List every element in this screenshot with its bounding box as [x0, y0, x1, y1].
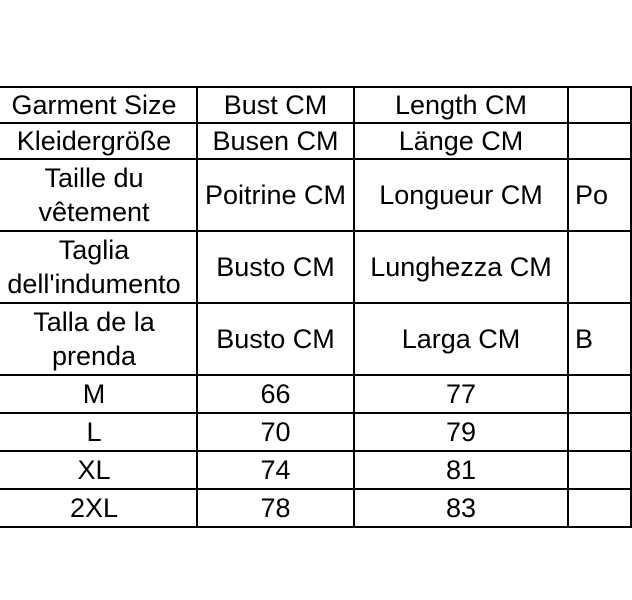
- header-cell: B: [568, 303, 631, 375]
- header-cell: [568, 123, 631, 159]
- header-cell: Larga CM: [354, 303, 568, 375]
- table-row: [0, 413, 631, 451]
- header-cell: Poitrine CM: [197, 159, 354, 231]
- header-cell: Garment Size: [0, 87, 197, 123]
- table-row: [0, 451, 631, 489]
- header-cell: Busto CM: [197, 231, 354, 303]
- header-row-italian: [0, 231, 631, 303]
- header-row-french: [0, 159, 631, 231]
- header-cell: Longueur CM: [354, 159, 568, 231]
- header-cell: Länge CM: [354, 123, 568, 159]
- header-cell: Lunghezza CM: [354, 231, 568, 303]
- table-row: [0, 375, 631, 413]
- header-cell: Busen CM: [197, 123, 354, 159]
- bust-cell: 74: [197, 451, 354, 489]
- bust-cell: 78: [197, 489, 354, 527]
- length-cell: 83: [354, 489, 568, 527]
- extra-cell: [568, 489, 631, 527]
- extra-cell: [568, 451, 631, 489]
- header-cell: Length CM: [354, 87, 568, 123]
- length-cell: 77: [354, 375, 568, 413]
- size-chart: [0, 86, 630, 528]
- size-cell: XL: [0, 451, 197, 489]
- header-row-english: [0, 87, 631, 123]
- table-row: [0, 489, 631, 527]
- bust-cell: 70: [197, 413, 354, 451]
- header-cell: Taille du vêtement: [0, 159, 197, 231]
- header-cell: [568, 87, 631, 123]
- extra-cell: [568, 375, 631, 413]
- header-cell: Bust CM: [197, 87, 354, 123]
- size-table: [0, 86, 632, 528]
- header-cell: Kleidergröße: [0, 123, 197, 159]
- header-row-spanish: [0, 303, 631, 375]
- length-cell: 81: [354, 451, 568, 489]
- header-row-german: [0, 123, 631, 159]
- header-cell: [568, 231, 631, 303]
- bust-cell: 66: [197, 375, 354, 413]
- header-cell: Talla de la prenda: [0, 303, 197, 375]
- header-cell: Taglia dell'indumento: [0, 231, 197, 303]
- header-cell: Busto CM: [197, 303, 354, 375]
- size-cell: M: [0, 375, 197, 413]
- header-cell: Po: [568, 159, 631, 231]
- length-cell: 79: [354, 413, 568, 451]
- extra-cell: [568, 413, 631, 451]
- size-cell: 2XL: [0, 489, 197, 527]
- size-cell: L: [0, 413, 197, 451]
